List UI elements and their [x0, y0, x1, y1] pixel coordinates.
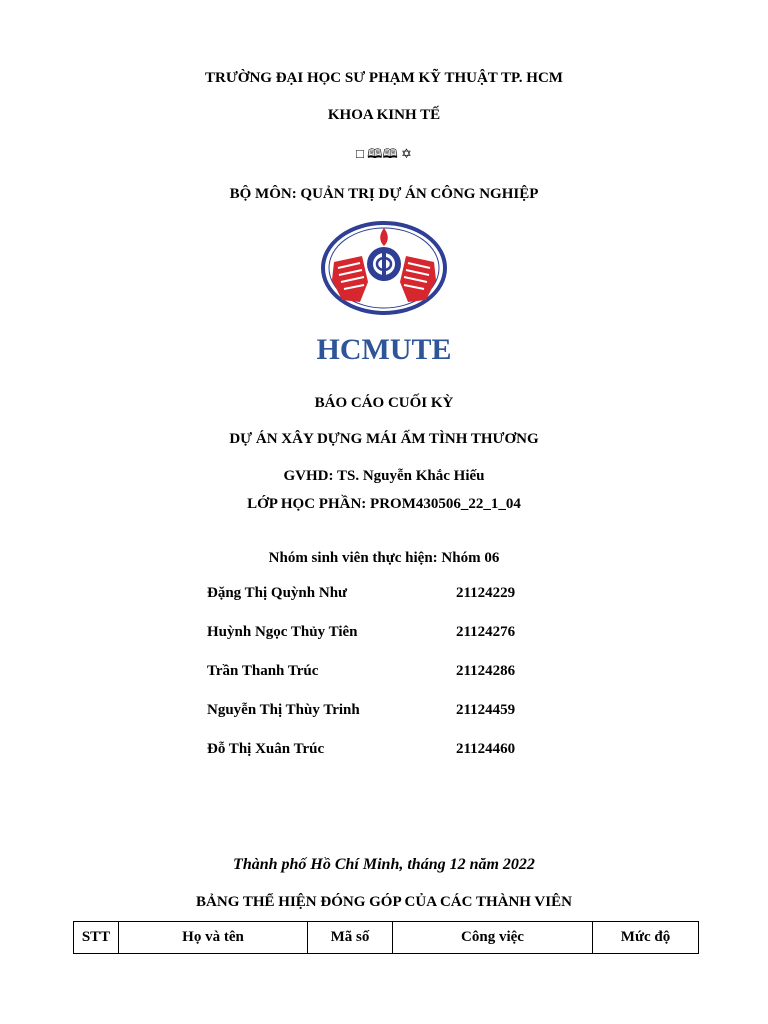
university-name: TRƯỜNG ĐẠI HỌC SƯ PHẠM KỸ THUẬT TP. HCM [205, 70, 563, 86]
contribution-table [73, 921, 699, 954]
member-id: 21124229 [456, 585, 516, 601]
member-id: 21124459 [456, 702, 516, 718]
member-id: 21124460 [456, 741, 516, 757]
column-header-name: Họ và tên [119, 922, 308, 954]
ornament-glyphs: □ 🕮🕮 ✡ [356, 146, 412, 161]
column-header-task: Công việc [393, 922, 593, 954]
report-title: DỰ ÁN XÂY DỰNG MÁI ẤM TÌNH THƯƠNG [229, 431, 539, 447]
table-header-row [74, 922, 699, 954]
member-id: 21124276 [456, 624, 516, 640]
column-header-stt: STT [74, 922, 119, 954]
university-logo [320, 220, 448, 316]
member-name: Huỳnh Ngọc Thủy Tiên [207, 624, 358, 640]
date-line: Thành phố Hồ Chí Minh, tháng 12 năm 2022 [233, 856, 535, 873]
member-name: Nguyễn Thị Thùy Trinh [207, 702, 360, 718]
member-id: 21124286 [456, 663, 516, 679]
column-header-level: Mức độ [593, 922, 699, 954]
member-name: Đặng Thị Quỳnh Như [207, 585, 348, 601]
faculty-name: KHOA KINH TẾ [327, 107, 441, 123]
brand-wordmark: HCMUTE [316, 333, 452, 366]
group-label: Nhóm sinh viên thực hiện: Nhóm 06 [268, 550, 500, 566]
member-name: Trần Thanh Trúc [207, 663, 319, 679]
column-header-id: Mã số [308, 922, 393, 954]
instructor: GVHD: TS. Nguyễn Khắc Hiếu [283, 468, 485, 484]
department-name: BỘ MÔN: QUẢN TRỊ DỰ ÁN CÔNG NGHIỆP [229, 186, 539, 202]
contribution-table-title: BẢNG THỂ HIỆN ĐÓNG GÓP CỦA CÁC THÀNH VIÊN [196, 894, 572, 910]
class-code: LỚP HỌC PHẦN: PROM430506_22_1_04 [247, 496, 521, 512]
member-name: Đỗ Thị Xuân Trúc [207, 741, 325, 757]
report-type: BÁO CÁO CUỐI KỲ [314, 395, 454, 411]
